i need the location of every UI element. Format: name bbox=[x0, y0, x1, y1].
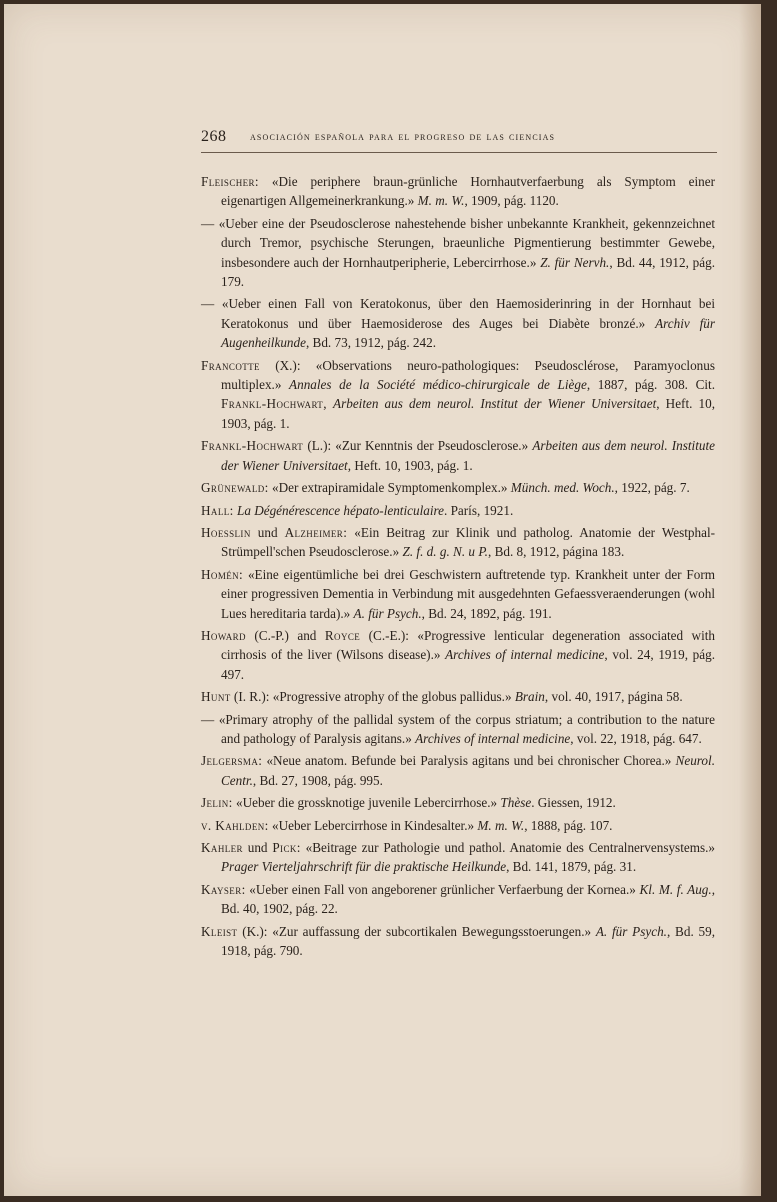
entry-journal: La Dégénérescence hépato-lenticulaire bbox=[236, 502, 444, 518]
running-head: asociación española para el progreso de las ciencias bbox=[250, 131, 556, 143]
bibliography-entry: — «Ueber eine der Pseudosclerose nahestehende bisher unbekannte Krankheit, gekennzeichnet durch Tremor, psychische Sterungen, braeunliche Pigmentierung bestimmter Gewebe, insbesondere auch der Hornhautperipherie, Lebercirrhose.» Z. für Nervh., Bd. 44, 1912, pág. 179. bbox=[201, 215, 716, 290]
entry-author: Howard bbox=[201, 627, 246, 643]
bibliography-entry: v. Kahlden: «Ueber Lebercirrhose in Kindesalter.» M. m. W., 1888, pág. 107. bbox=[201, 817, 613, 833]
entry-author: Francotte bbox=[201, 357, 260, 373]
bibliography-entry: Hall: La Dégénérescence hépato-lenticulaire. París, 1921. bbox=[201, 502, 514, 518]
entry-journal: Archiv für Augenheilkunde bbox=[221, 315, 715, 351]
entry-journal: Münch. med. Woch. bbox=[510, 480, 615, 496]
bibliography-entry: Homén: «Eine eigentümliche bei drei Geschwistern auftretende typ. Krankheit unter der Form einer progressiven Dementia in Verbindung mit ausgedehnten Gefaessveraenderungen (wohl Lues hereditaria tarda).» A. für Psych., Bd. 24, 1892, pág. 191. bbox=[201, 566, 715, 621]
bibliography-entry: Hunt (I. R.): «Progressive atrophy of the globus pallidus.» Brain, vol. 40, 1917, página 58. bbox=[201, 689, 683, 705]
page-gutter-shadow bbox=[739, 4, 761, 1196]
entry-journal: Arbeiten aus dem neurol. Institut der Wiener Universitaet bbox=[333, 396, 657, 412]
entry-journal: Z. für Nervh. bbox=[540, 254, 610, 270]
entry-author: Jelgersma: bbox=[201, 753, 263, 769]
entry-journal: Neurol. Centr. bbox=[221, 753, 715, 788]
entry-journal: Brain bbox=[514, 689, 545, 705]
bibliography-entry: Hoesslin und Alzheimer: «Ein Beitrag zur Klinik und patholog. Anatomie der Westphal-Strümpell'schen Pseudosclerose.» Z. f. d. g. N. u P., Bd. 8, 1912, página 183. bbox=[201, 524, 715, 560]
entry-journal: Archives of internal medicine bbox=[445, 647, 605, 663]
entry-author: Royce bbox=[324, 627, 361, 643]
entry-author: Hoesslin bbox=[201, 524, 251, 540]
entry-author: Kleist bbox=[201, 923, 238, 939]
entry-journal: Arbeiten aus dem neurol. Institute der Wiener Universitaet bbox=[221, 438, 715, 473]
entry-author: Kahler bbox=[201, 840, 243, 855]
bibliography-list bbox=[201, 172, 715, 963]
entry-journal: Thèse bbox=[500, 795, 532, 811]
entry-author: Kayser: bbox=[201, 881, 246, 897]
entry-journal: Annales de la Société médico-chirurgicale de Liège bbox=[289, 377, 587, 393]
entry-author: Hunt bbox=[201, 689, 231, 705]
entry-journal: A. für Psych. bbox=[353, 605, 422, 621]
entry-journal: Kl. M. f. Aug. bbox=[639, 881, 712, 897]
bibliography-entry: Jelin: «Ueber die grossknotige juvenile Lebercirrhose.» Thèse. Giessen, 1912. bbox=[201, 795, 616, 811]
ditto-dash: — bbox=[201, 296, 222, 312]
bibliography-entry: Frankl-Hochwart (L.): «Zur Kenntnis der Pseudosclerose.» Arbeiten aus dem neurol. Institute der Wiener Universitaet, Heft. 10, 1903, pág. 1. bbox=[201, 438, 715, 473]
entry-journal: A. für Psych. bbox=[595, 923, 667, 939]
bibliography-entry: Kleist (K.): «Zur auffassung der subcortikalen Bewegungsstoerungen.» A. für Psych., Bd. 59, 1918, pág. 790. bbox=[201, 923, 716, 959]
entry-author: Frankl-Hochwart bbox=[201, 438, 304, 454]
entry-journal: Prager Vierteljahrschrift für die praktische Heilkunde bbox=[221, 859, 507, 875]
bibliography-entry: — «Primary atrophy of the pallidal system of the corpus striatum; a contribution to the nature and pathology of Paralysis agitans.» Archives of internal medicine, vol. 22, 1918, pág. 647. bbox=[201, 711, 716, 746]
bibliography-entry: Jelgersma: «Neue anatom. Befunde bei Paralysis agitans und bei chronischer Chorea.» Neurol. Centr., Bd. 27, 1908, pág. 995. bbox=[201, 753, 715, 788]
page-header bbox=[201, 128, 717, 153]
bibliography-entry: Kahler und Pick: «Beitrage zur Pathologie und pathol. Anatomie des Centralnervensystems.» Prager Vierteljahrschrift für die praktische Heilkunde, Bd. 141, 1879, pág. 31. bbox=[201, 840, 715, 875]
entry-author: Jelin: bbox=[201, 795, 233, 811]
entry-journal: Z. f. d. g. N. u P. bbox=[402, 544, 488, 560]
entry-author: Pick: bbox=[272, 840, 301, 855]
ditto-dash: — bbox=[201, 215, 219, 231]
entry-author: Grünewald: bbox=[201, 480, 269, 496]
page-number: 268 bbox=[201, 128, 227, 145]
entry-author: v. Kahlden: bbox=[201, 817, 269, 833]
entry-journal: M. m. W. bbox=[477, 817, 525, 833]
bibliography-entry: Francotte (X.): «Observations neuro-pathologiques: Pseudosclérose, Paramyoclonus multiplex.» Annales de la Société médico-chirurgicale de Liège, 1887, pág. 308. Cit. Frankl-Hochwart, Arbeiten aus dem neurol. Institut der Wiener Universitaet, Heft. 10, 1903, pág. 1. bbox=[201, 357, 716, 431]
bibliography-entry: Grünewald: «Der extrapiramidale Symptomenkomplex.» Münch. med. Woch., 1922, pág. 7. bbox=[201, 480, 690, 496]
entry-author: Hall: bbox=[201, 502, 234, 518]
entry-author: Homén: bbox=[201, 566, 244, 582]
bibliography-entry: — «Ueber einen Fall von Keratokonus, über den Haemosiderinring in der Hornhaut bei Keratokonus und über Haemosiderose des Auges bei Diabète bronzé.» Archiv für Augenheilkunde, Bd. 73, 1912, pág. 242. bbox=[201, 296, 715, 351]
bibliography-entry: Howard (C.-P.) and Royce (C.-E.): «Progressive lenticular degeneration associated with cirrhosis of the liver (Wilsons disease).» Archives of internal medicine, vol. 24, 1919, pág. 497. bbox=[201, 627, 715, 682]
entry-author: Alzheimer: bbox=[284, 524, 348, 540]
bibliography-entry: Kayser: «Ueber einen Fall von angeborener grünlicher Verfaerbung der Kornea.» Kl. M. f. Aug., Bd. 40, 1902, pág. 22. bbox=[201, 881, 715, 917]
bibliography-entry: Fleischer: «Die periphere braun-grünliche Hornhautverfaerbung als Symptom einer eigenartigen Allgemeinerkrankung.» M. m. W., 1909, pág. 1120. bbox=[201, 174, 715, 209]
book-page bbox=[4, 4, 761, 1196]
entry-author: Fleischer: bbox=[201, 174, 259, 189]
entry-journal: M. m. W. bbox=[417, 193, 465, 209]
ditto-dash: — bbox=[201, 711, 219, 727]
entry-journal: Archives of internal medicine bbox=[415, 730, 571, 746]
entry-author: Frankl-Hochwart, bbox=[221, 396, 327, 412]
